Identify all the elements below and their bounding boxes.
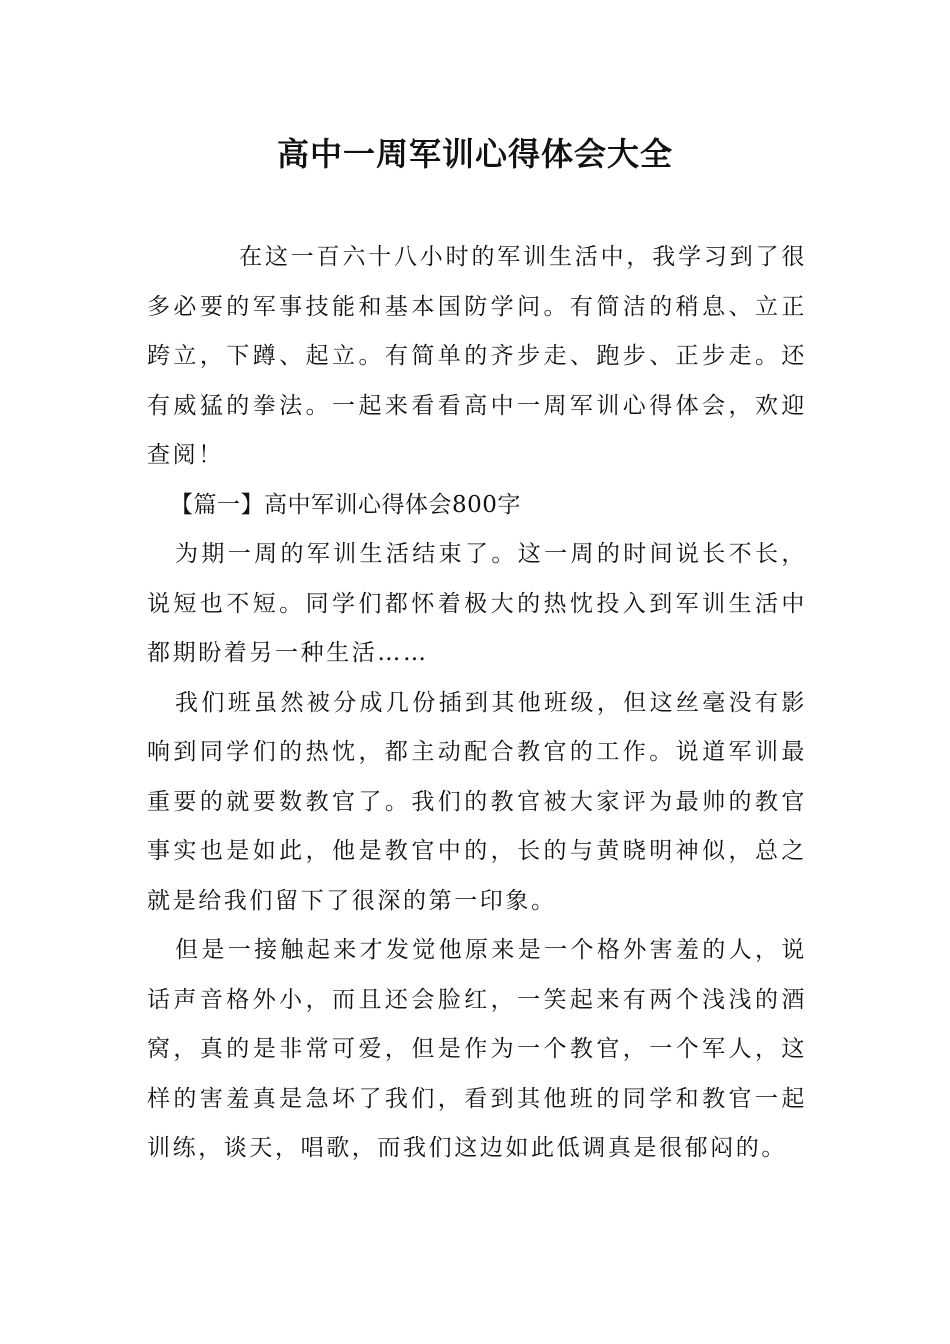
section-heading: 【篇一】高中军训心得体会800字 <box>170 491 521 518</box>
intro-paragraph: 在这一百六十八小时的军训生活中，我学习到了很多必要的军事技能和基本国防学问。有简洁的稍息、立正跨立，下蹲、起立。有简单的齐步走、跑步、正步走。还有威猛的拳法。一起来看看高中一周军训心得体会，欢迎查阅！ <box>147 244 807 468</box>
document-body <box>147 233 807 1174</box>
document-title: 高中一周军训心得体会大全 <box>276 135 673 173</box>
body-paragraph: 我们班虽然被分成几份插到其他班级，但这丝毫没有影响到同学们的热忱，都主动配合教官的工作。说道军训最重要的就要数教官了。我们的教官被大家评为最帅的教官事实也是如此，他是教官中的，长的与黄晓明神似，总之就是给我们留下了很深的第一印象。 <box>147 689 807 914</box>
body-paragraph: 为期一周的军训生活结束了。这一周的时间说长不长，说短也不短。同学们都怀着极大的热忱投入到军训生活中都期盼着另一种生活…… <box>147 541 807 666</box>
body-paragraph: 但是一接触起来才发觉他原来是一个格外害羞的人，说话声音格外小，而且还会脸红，一笑起来有两个浅浅的酒窝，真的是非常可爱，但是作为一个教官，一个军人，这样的害羞真是急坏了我们，看到其他班的同学和教官一起训练，谈天，唱歌，而我们这边如此低调真是很郁闷的。 <box>147 937 807 1161</box>
